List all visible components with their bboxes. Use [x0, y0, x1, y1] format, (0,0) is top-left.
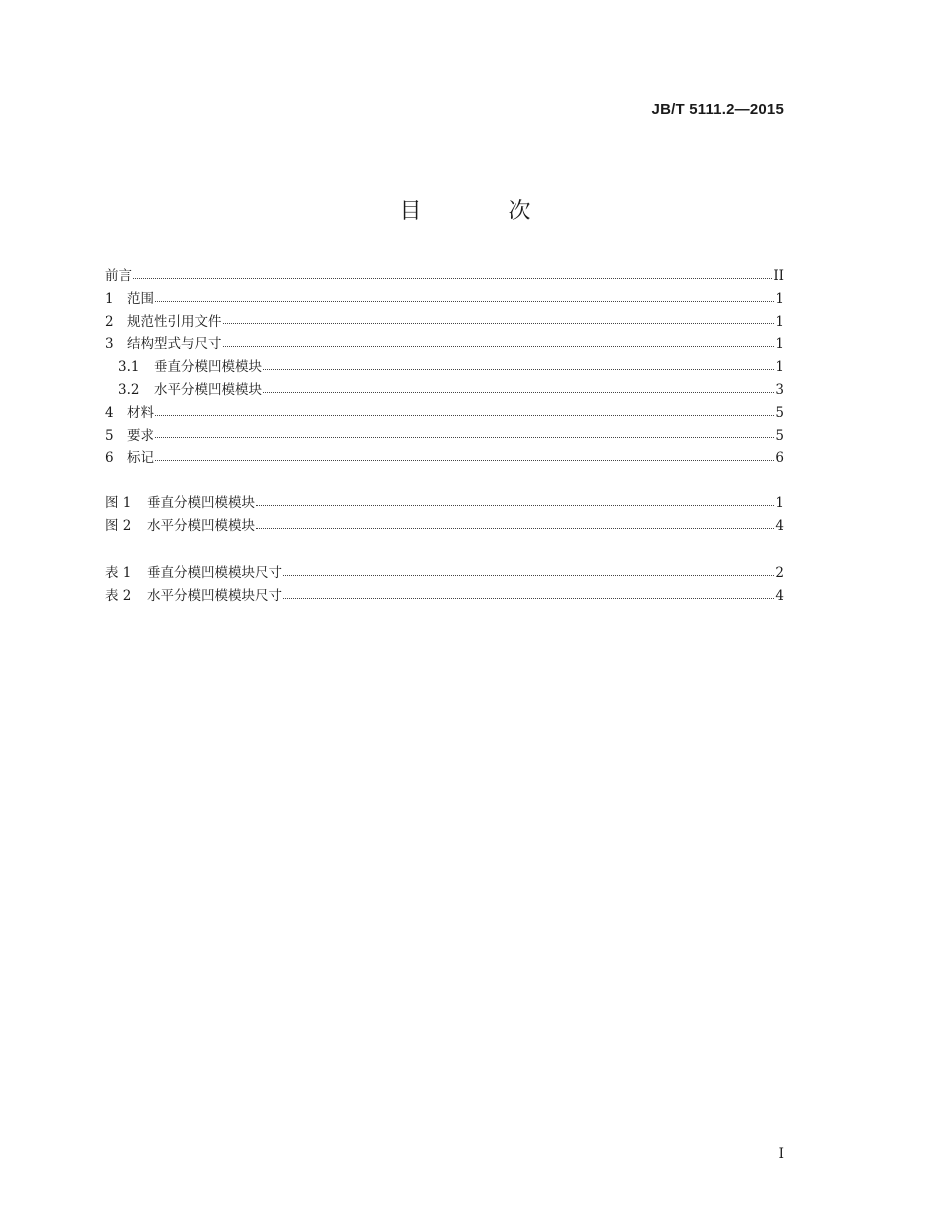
toc-dot-leader — [263, 369, 774, 370]
toc-entry-title: 垂直分模凹模模块 — [147, 495, 255, 511]
toc-entry[interactable] — [105, 379, 784, 402]
toc-entry-page: 6 — [775, 450, 784, 467]
toc-entry-title: 前言 — [105, 268, 132, 284]
toc-entry-page: 4 — [775, 517, 784, 534]
toc-entry-title: 水平分模凹模模块尺寸 — [147, 587, 282, 604]
toc-entry-title: 规范性引用文件 — [127, 313, 222, 330]
page-title: 目 次 — [399, 199, 571, 224]
toc-entry-number: 3.2 — [118, 381, 140, 398]
footer-page-number: I — [778, 1146, 784, 1162]
toc-dot-leader — [223, 346, 775, 347]
toc-entry-page: 5 — [775, 427, 784, 444]
toc-entry-title: 结构型式与尺寸 — [127, 336, 222, 353]
toc-entry-page: 1 — [775, 359, 784, 376]
toc-dot-leader — [155, 460, 774, 461]
toc-entry-page: 1 — [775, 313, 784, 330]
toc-entry-page: 1 — [775, 290, 784, 307]
toc-entry-title: 标记 — [127, 450, 154, 467]
toc-dot-leader — [283, 598, 774, 599]
toc-entry-number: 表 2 — [105, 587, 132, 604]
toc-entry-page: 1 — [775, 336, 784, 353]
toc-entry[interactable] — [105, 311, 784, 334]
toc-entry-page: 3 — [775, 381, 784, 398]
toc-entry[interactable] — [105, 492, 784, 515]
toc-figures-list — [105, 492, 784, 538]
toc-entry-number: 2 — [105, 313, 114, 330]
toc-dot-leader — [263, 392, 774, 393]
toc-entry-number: 图 2 — [105, 517, 132, 534]
toc-entry-title: 范围 — [127, 290, 154, 307]
toc-entry-title: 要求 — [127, 427, 154, 444]
toc-entry[interactable] — [105, 356, 784, 379]
toc-entry-title: 材料 — [127, 404, 154, 421]
toc-entry[interactable] — [105, 425, 784, 448]
toc-entry[interactable] — [105, 562, 784, 585]
toc-tables-list — [105, 562, 784, 608]
toc-entry-page: 4 — [775, 587, 784, 604]
toc-dot-leader — [133, 278, 772, 279]
toc-entry-page: 2 — [775, 565, 784, 581]
toc-entry-number: 1 — [105, 290, 114, 307]
toc-entry-number: 图 1 — [105, 495, 132, 511]
toc-dot-leader — [283, 575, 774, 576]
standard-number: JB/T 5111.2—2015 — [651, 101, 784, 118]
toc-entry-title: 垂直分模凹模模块尺寸 — [147, 565, 282, 581]
toc-entry-page: 1 — [775, 495, 784, 511]
toc-main-list — [105, 265, 784, 470]
toc-entry-title: 垂直分模凹模模块 — [154, 359, 262, 376]
toc-dot-leader — [256, 528, 774, 529]
toc-entry-number: 3.1 — [118, 359, 140, 376]
toc-dot-leader — [155, 437, 774, 438]
toc-entry-title: 水平分模凹模模块 — [154, 381, 262, 398]
toc-dot-leader — [256, 505, 774, 506]
toc-dot-leader — [155, 301, 774, 302]
toc-entry[interactable] — [105, 585, 784, 608]
toc-entry-title: 水平分模凹模模块 — [147, 517, 255, 534]
toc-entry-page: 5 — [775, 404, 784, 421]
toc-entry[interactable] — [105, 515, 784, 538]
toc-entry-number: 5 — [105, 427, 114, 444]
toc-entry-number: 4 — [105, 404, 114, 421]
toc-entry[interactable] — [105, 288, 784, 311]
toc-entry-number: 表 1 — [105, 565, 132, 581]
toc-dot-leader — [155, 415, 774, 416]
toc-entry[interactable] — [105, 402, 784, 425]
toc-dot-leader — [223, 323, 775, 324]
toc-entry[interactable] — [105, 333, 784, 356]
toc-entry[interactable] — [105, 447, 784, 470]
toc-entry-number: 6 — [105, 450, 114, 467]
toc-entry[interactable] — [105, 265, 784, 288]
toc-entry-page: II — [773, 268, 784, 284]
toc-entry-number: 3 — [105, 336, 114, 353]
